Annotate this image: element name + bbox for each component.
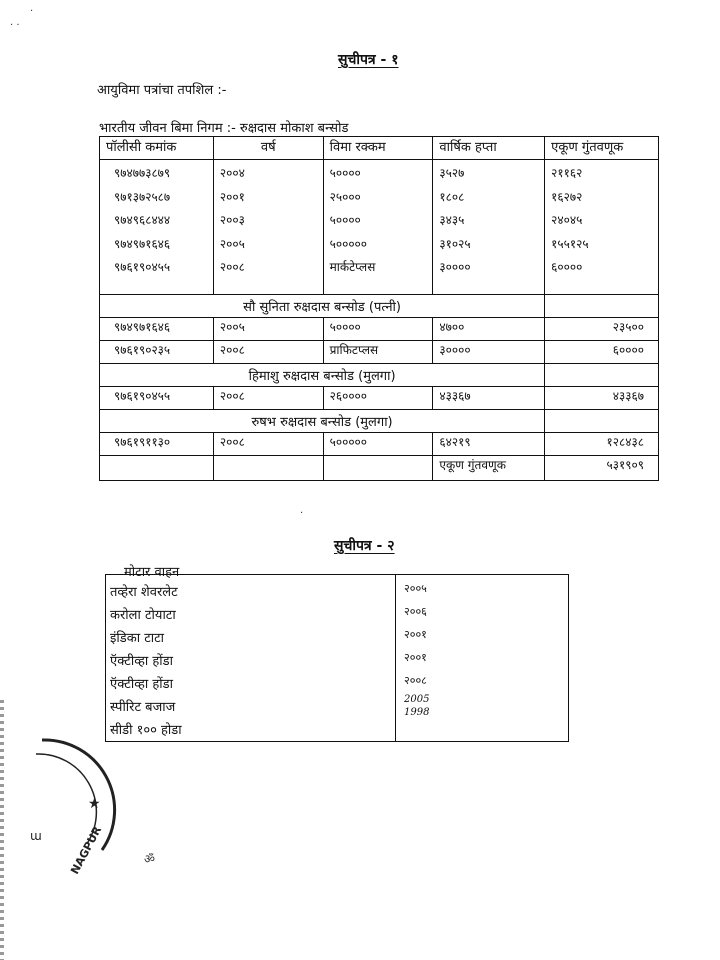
- total-cell: [545, 160, 659, 295]
- section-heading: हिमाशु रुक्षदास बन्सोड (मुलगा): [100, 364, 545, 387]
- annual-premium: ४७००: [433, 318, 545, 341]
- policy-number-cell: [100, 160, 214, 295]
- total-investment: २४०४५: [551, 213, 583, 227]
- scan-mark: ·: [300, 508, 304, 519]
- svg-text:ɯ: ɯ: [30, 829, 42, 843]
- insurer-line: भारतीय जीवन बिमा निगम :- रुक्षदास मोकाश बन्सोड: [99, 121, 349, 136]
- year-value: २००८: [219, 260, 245, 274]
- empty-cell: [545, 410, 659, 433]
- sum-assured: २६००००: [323, 387, 433, 410]
- sum-assured: ५००००: [329, 166, 361, 180]
- empty-cell: [545, 295, 659, 318]
- svg-text:★: ★: [88, 796, 101, 812]
- empty-cell: [100, 456, 214, 481]
- total-investment: ६००००: [545, 341, 659, 364]
- vehicle-year: 1998: [404, 707, 430, 718]
- annual-premium: ३१०२५: [439, 236, 471, 251]
- vehicle-name: ऍक्टीव्हा होंडा: [110, 654, 173, 669]
- column-header: पॉलीसी कमांक: [100, 137, 214, 160]
- total-investment: २३५००: [545, 318, 659, 341]
- year-cell: [213, 160, 323, 295]
- column-header: वर्ष: [213, 137, 323, 160]
- official-seal-stamp: [22, 730, 122, 880]
- vehicle-name: स्पीरिट बजाज: [110, 700, 176, 715]
- year-value: २००८: [213, 433, 323, 456]
- annual-premium: ३५२७: [439, 166, 465, 180]
- annual-premium: ३४३५: [439, 213, 465, 227]
- sum-assured: ५००००: [329, 213, 361, 227]
- annexure2-title: सुचीपत्र - २: [334, 538, 395, 554]
- policy-number: ९७१३७२५८७: [114, 189, 171, 204]
- sum-assured: ५०००००: [323, 433, 433, 456]
- total-investment: ४३३६७: [545, 387, 659, 410]
- scan-mark: · ·: [10, 20, 20, 31]
- table-row: [100, 318, 659, 341]
- vehicle-year: २००५: [404, 582, 427, 595]
- total-investment: ६००००: [551, 260, 583, 274]
- year-value: २००५: [219, 236, 245, 251]
- policy-number: ९७४९७१६४६: [100, 318, 214, 341]
- premium-cell: [433, 160, 545, 295]
- section-heading: सौ सुनिता रुक्षदास बन्सोड (पत्नी): [100, 295, 545, 318]
- vehicle-year: २००६: [404, 605, 427, 618]
- annual-premium: १८०८: [439, 189, 465, 204]
- vehicle-name: इंडिका टाटा: [110, 631, 165, 646]
- policy-number: ९७६१९११३०: [100, 433, 214, 456]
- total-investment: २११६२: [551, 166, 583, 180]
- sum-assured: ५०००००: [329, 236, 368, 251]
- sum-assured: ५००००: [323, 318, 433, 341]
- vehicle-year: २००८: [404, 674, 427, 687]
- total-investment: १५५१२५: [551, 236, 589, 251]
- annual-premium: ४३३६७: [433, 387, 545, 410]
- year-value: २००८: [213, 341, 323, 364]
- vehicle-year: २००१: [404, 628, 427, 641]
- policy-number: ९७४९६८४४४: [114, 213, 171, 227]
- annexure1-title: सुचीपत्र - १: [338, 52, 399, 68]
- motor-vehicle-heading: मोटार वाहन: [124, 565, 180, 580]
- total-investment: १६२७२: [551, 189, 583, 204]
- vehicle-name: सीडी १०० होडा: [110, 723, 182, 738]
- grand-total-value: ५३१९०९: [545, 456, 659, 481]
- sum-assured: मार्कटेप्लस: [329, 260, 376, 274]
- vehicle-name: ऍक्टीव्हा होंडा: [110, 677, 173, 692]
- policy-number: ९७४९७१६४६: [114, 236, 171, 251]
- section-heading-row: [100, 295, 659, 318]
- grand-total-row: [100, 456, 659, 481]
- policy-table-header: [100, 137, 659, 160]
- year-value: २००३: [219, 213, 245, 227]
- column-header: विमा रक्कम: [323, 137, 433, 160]
- annual-premium: ६४२१९: [433, 433, 545, 456]
- table-row: [100, 433, 659, 456]
- scan-mark: ·: [30, 6, 34, 17]
- insurance-details-heading: आयुविमा पत्रांचा तपशिल :-: [97, 83, 227, 98]
- policy-number: ९७६१९०४५५: [100, 387, 214, 410]
- section-heading: रुषभ रुक्षदास बन्सोड (मुलगा): [100, 410, 545, 433]
- vehicle-name: तव्हेरा शेवरलेट: [110, 585, 178, 600]
- scan-mark: ॐ: [144, 852, 155, 866]
- table-row: [100, 160, 659, 295]
- vehicle-year: 2005: [404, 694, 430, 705]
- year-value: २००५: [213, 318, 323, 341]
- column-header: एकूण गुंतवणूक: [545, 137, 659, 160]
- vehicle-year: २००१: [404, 651, 427, 664]
- total-investment: १२८४३८: [545, 433, 659, 456]
- policy-number: ९७४७७३८७९: [114, 166, 171, 180]
- vehicle-table-divider: [395, 574, 396, 742]
- left-edge-shadow: [0, 700, 4, 960]
- policy-number: ९७६१९०२३५: [100, 341, 214, 364]
- year-value: २००४: [219, 166, 245, 180]
- table-row: [100, 341, 659, 364]
- stamp-text: NAGPUR: [68, 824, 105, 877]
- empty-cell: [323, 456, 433, 481]
- year-value: २००८: [213, 387, 323, 410]
- empty-cell: [213, 456, 323, 481]
- policy-number: ९७६१९०४५५: [114, 260, 171, 274]
- vehicle-name: करोला टोयाटा: [110, 608, 176, 623]
- annual-premium: ३००००: [439, 260, 471, 274]
- column-header: वार्षिक हप्ता: [433, 137, 545, 160]
- empty-cell: [545, 364, 659, 387]
- grand-total-label: एकूण गुंतवणूक: [433, 456, 545, 481]
- policy-table: [99, 136, 659, 481]
- table-row: [100, 387, 659, 410]
- annual-premium: ३००००: [433, 341, 545, 364]
- section-heading-row: [100, 364, 659, 387]
- sum-assured: २५०००: [329, 189, 361, 204]
- year-value: २००१: [219, 189, 245, 204]
- sum-assured: प्राफिटप्लस: [323, 341, 433, 364]
- section-heading-row: [100, 410, 659, 433]
- amount-cell: [323, 160, 433, 295]
